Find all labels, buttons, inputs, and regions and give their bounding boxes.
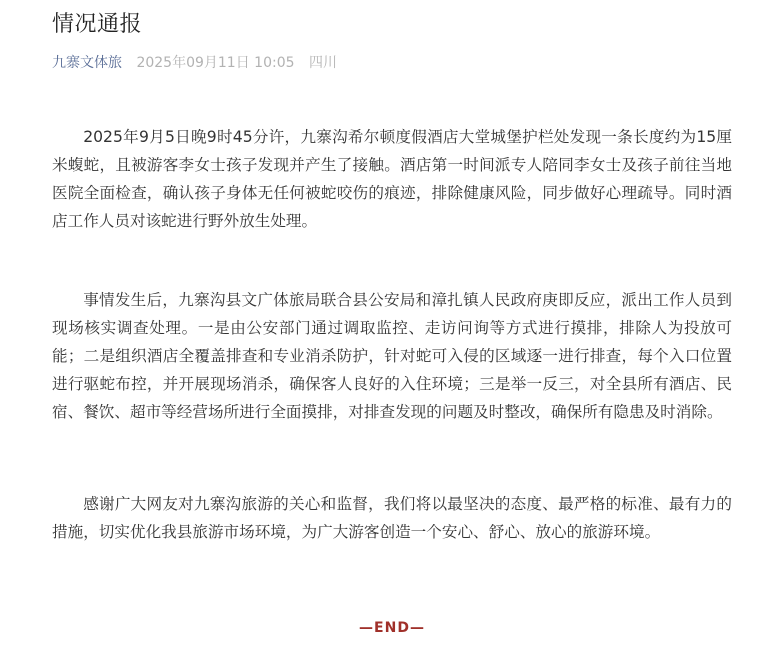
article-title: 情况通报 — [52, 12, 143, 37]
publish-location: 四川 — [308, 55, 337, 71]
author-link[interactable]: 九寨文体旅 — [52, 55, 122, 71]
paragraph: 2025年9月5日晚9时45分许，九寨沟希尔顿度假酒店大堂城堡护栏处发现一条长度约为15厘米蝮蛇，且被游客李女士孩子发现并产生了接触。酒店第一时间派专人陪同李女士及孩子前往当地医院全面检查，确认孩子身体无任何被蛇咬伤的痕迹，排除健康风险，同步做好心理疏导。同时酒店工作人员对该蛇进行野外放生处理。 — [52, 128, 732, 230]
article-meta — [52, 53, 732, 73]
paragraph: 感谢广大网友对九寨沟旅游的关心和监督，我们将以最坚决的态度、最严格的标准、最有力的措施，切实优化我县旅游市场环境，为广大游客创造一个安心、舒心、放心的旅游环境。 — [52, 495, 732, 541]
end-mark: —END— — [359, 620, 425, 636]
article — [52, 0, 732, 636]
paragraph: 事情发生后，九寨沟县文广体旅局联合县公安局和漳扎镇人民政府庚即反应，派出工作人员到现场核实调查处理。一是由公安部门通过调取监控、走访问询等方式进行摸排，排除人为投放可能；二是组织酒店全覆盖排查和专业消杀防护，针对蛇可入侵的区域逐一进行排查，每个入口位置进行驱蛇布控，并开展现场消杀，确保客人良好的入住环境；三是举一反三，对全县所有酒店、民宿、餐饮、超市等经营场所进行全面摸排，对排查发现的问题及时整改，确保所有隐患及时消除。 — [52, 291, 732, 421]
publish-date: 2025年09月11日 10:05 — [136, 55, 295, 71]
